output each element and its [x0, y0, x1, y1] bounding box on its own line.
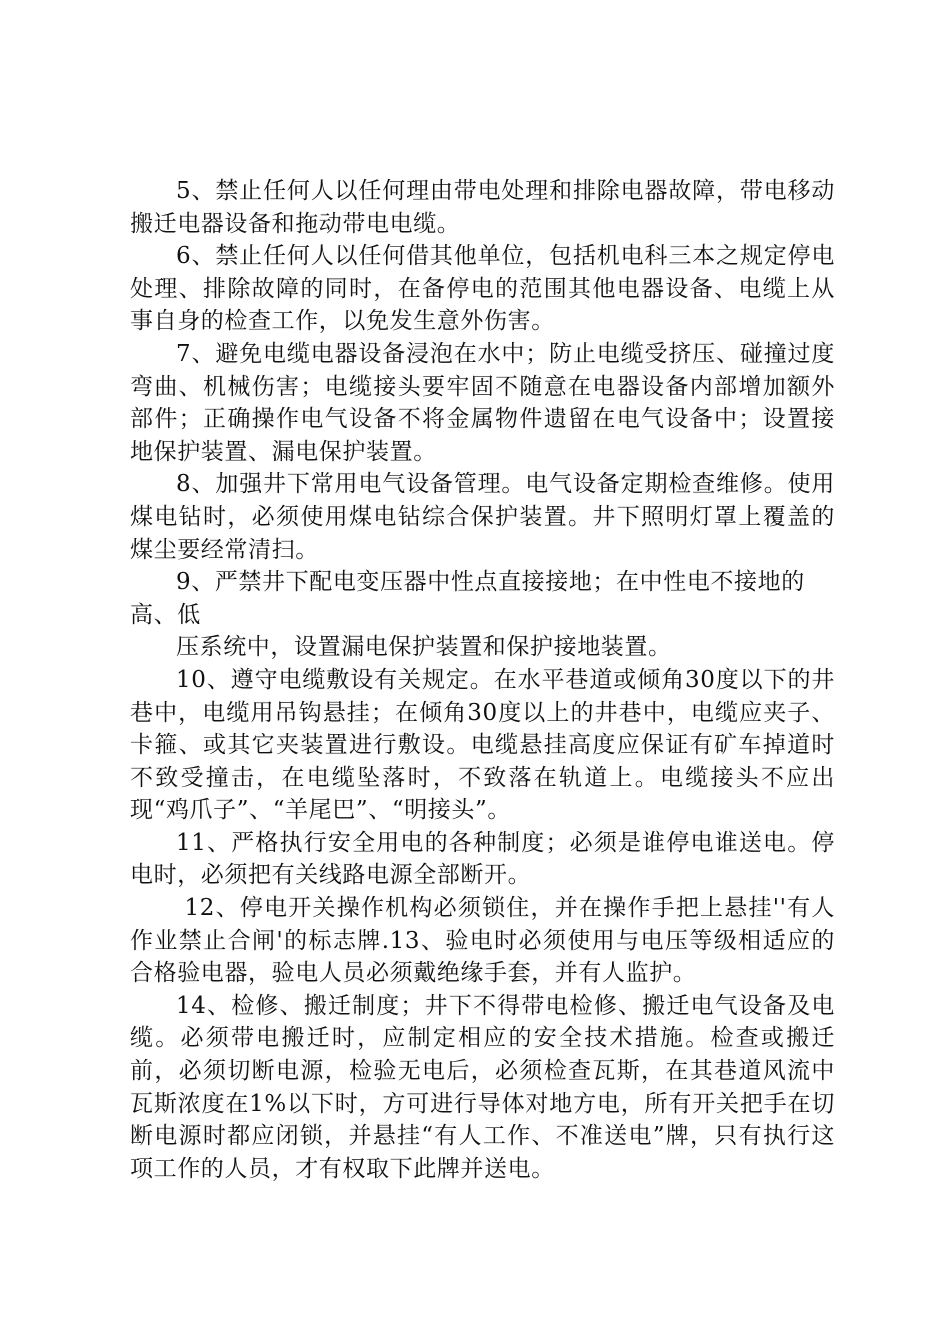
paragraph-7: 7、避免电缆电器设备浸泡在水中；防止电缆受挤压、碰撞过度弯曲、机械伤害；电缆接头要牢固不随意在电器设备内部增加额外部件；正确操作电气设备不将金属物件遗留在电气设备中；设置接地保护装置、漏电保护装置。 [130, 340, 835, 465]
paragraph-14: 14、检修、搬迁制度；井下不得带电检修、搬迁电气设备及电缆。必须带电搬迁时，应制定相应的安全技术措施。检查或搬迁前，必须切断电源，检验无电后，必须检查瓦斯，在其巷道风流中瓦斯浓度在1%以下时，方可进行导体对地方电，所有开关把手在切断电源时都应闭锁，并悬挂“有人工作、不准送电”牌，只有执行这项工作的人员，才有权取下此牌并送电。 [130, 992, 835, 1182]
paragraph-6: 6、禁止任何人以任何借其他单位，包括机电科三本之规定停电处理、排除故障的同时，在备停电的范围其他电器设备、电缆上从事自身的检查工作，以免发生意外伤害。 [130, 243, 835, 335]
paragraph-5: 5、禁止任何人以任何理由带电处理和排除电器故障，带电移动搬迁电器设备和拖动带电电缆。 [130, 178, 835, 237]
paragraph-12-13: 12、停电开关操作机构必须锁住，并在操作手把上悬挂''有人作业禁止合闸'的标志牌.13、验电时必须使用与电压等级相适应的合格验电器，验电人员必须戴绝缘手套，并有人监护。 [130, 895, 836, 987]
paragraph-9: 9、严禁井下配电变压器中性点直接接地；在中性电不接地的高、低 [130, 569, 805, 628]
paragraph-11: 11、严格执行安全用电的各种制度；必须是谁停电谁送电。停电时，必须把有关线路电源全部断开。 [130, 829, 835, 889]
document-body [130, 175, 835, 1185]
paragraph-9-continued: 压系统中，设置漏电保护装置和保护接地装置。 [176, 634, 672, 661]
paragraph-10: 10、遵守电缆敷设有关规定。在水平巷道或倾角30度以下的井巷中，电缆用吊钩悬挂；在倾角30度以上的井巷中，电缆应夹子、卡箍、或其它夹装置进行敷设。电缆悬挂高度应保证有矿车掉道时不致受撞击，在电缆坠落时，不致落在轨道上。电缆接头不应出现“鸡爪子”、“羊尾巴”、“明接头”。 [130, 666, 835, 824]
paragraph-8: 8、加强井下常用电气设备管理。电气设备定期检查维修。使用煤电钻时，必须使用煤电钻综合保护装置。井下照明灯罩上覆盖的煤尘要经常清扫。 [130, 471, 835, 563]
